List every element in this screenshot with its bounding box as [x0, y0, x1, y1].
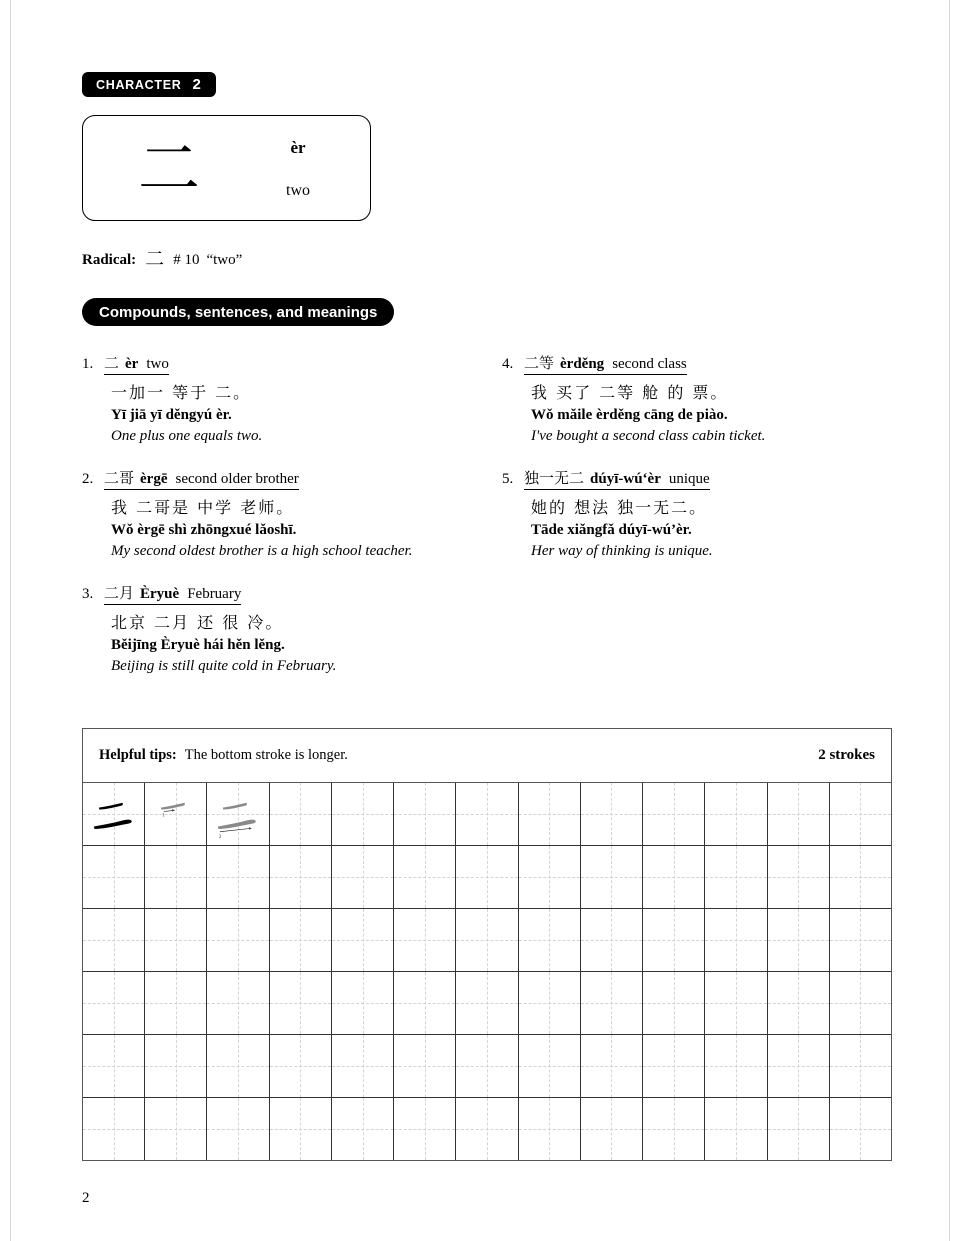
sentence-chinese: 北京 二月 还 很 冷。 — [111, 613, 284, 632]
character-badge-label: CHARACTER — [96, 77, 182, 92]
headword-pinyin: dúyī-wú‘èr — [590, 471, 661, 487]
entry-number: 1. — [82, 356, 94, 372]
sentence-chinese: 我 二哥是 中学 老师。 — [111, 498, 295, 517]
entry-headword — [524, 467, 710, 490]
practice-cell[interactable] — [394, 783, 456, 845]
practice-grid — [82, 728, 892, 1161]
practice-cell[interactable] — [830, 909, 891, 971]
practice-cell[interactable] — [768, 972, 830, 1034]
practice-cell[interactable] — [207, 909, 269, 971]
entry-number: 3. — [82, 586, 94, 602]
practice-grid-row — [83, 909, 891, 972]
helpful-tips-label: Helpful tips: — [99, 747, 177, 763]
sentence-chinese: 一加一 等于 二。 — [111, 383, 252, 402]
entry-number: 2. — [82, 471, 94, 487]
headword-english: unique — [668, 471, 710, 487]
practice-cell[interactable] — [768, 783, 830, 845]
practice-cell[interactable] — [145, 1035, 207, 1097]
compound-entry-body — [82, 610, 482, 675]
practice-cell[interactable] — [332, 846, 394, 908]
practice-grid-row — [83, 972, 891, 1035]
practice-cell[interactable] — [270, 972, 332, 1034]
practice-grid-row — [83, 1098, 891, 1160]
entry-headword — [104, 582, 241, 605]
practice-cell[interactable] — [207, 1098, 269, 1160]
compound-entry-body — [82, 380, 482, 445]
model-character-cell[interactable] — [83, 783, 145, 845]
section-header-label: Compounds, sentences, and meanings — [99, 303, 378, 321]
compound-entry-head — [82, 352, 482, 375]
compound-entry — [82, 582, 482, 675]
compound-entry-head — [502, 352, 902, 375]
page-edge-right — [949, 0, 950, 1241]
practice-cell[interactable] — [830, 846, 891, 908]
character-badge — [82, 72, 216, 97]
sentence-pinyin: Wǒ èrgē shì zhōngxué lǎoshī. — [111, 522, 297, 538]
practice-cell[interactable] — [332, 1098, 394, 1160]
compound-entry-body — [502, 495, 902, 560]
practice-cell[interactable] — [705, 846, 767, 908]
practice-cell[interactable] — [643, 972, 705, 1034]
practice-cell[interactable] — [581, 909, 643, 971]
practice-cell[interactable] — [830, 1098, 891, 1160]
practice-cell[interactable] — [705, 783, 767, 845]
practice-cell[interactable] — [394, 1035, 456, 1097]
practice-cell[interactable] — [705, 972, 767, 1034]
practice-cell[interactable] — [456, 909, 518, 971]
practice-cell[interactable] — [705, 1098, 767, 1160]
headword-pinyin: Èryuè — [140, 586, 180, 602]
practice-cell[interactable] — [270, 1035, 332, 1097]
practice-cell[interactable] — [581, 972, 643, 1034]
compound-entry-head — [502, 467, 902, 490]
practice-cell[interactable] — [270, 783, 332, 845]
practice-cell[interactable] — [207, 1035, 269, 1097]
headword-english: two — [146, 356, 169, 372]
headword-chinese: 独一无二 — [524, 469, 585, 487]
practice-cell[interactable] — [332, 909, 394, 971]
headword-pinyin: èrděng — [560, 356, 605, 372]
compound-entry — [502, 352, 902, 445]
practice-cell[interactable] — [332, 1035, 394, 1097]
practice-cell[interactable] — [83, 909, 145, 971]
practice-cell[interactable] — [456, 1098, 518, 1160]
practice-cell[interactable] — [83, 1098, 145, 1160]
character-badge-number: 2 — [192, 76, 201, 93]
practice-cell[interactable] — [145, 972, 207, 1034]
practice-cell[interactable] — [519, 909, 581, 971]
practice-cell[interactable] — [83, 1035, 145, 1097]
practice-cell[interactable] — [830, 783, 891, 845]
sentence-pinyin: Wǒ mǎile èrděng cāng de piào. — [531, 407, 728, 423]
radical-number: # 10 — [173, 252, 200, 268]
practice-cell[interactable] — [581, 1098, 643, 1160]
sentence-english: Her way of thinking is unique. — [531, 543, 713, 559]
sentence-english: Beijing is still quite cold in February. — [111, 658, 337, 674]
practice-cell[interactable] — [270, 1098, 332, 1160]
practice-cell[interactable] — [705, 909, 767, 971]
practice-cell[interactable] — [332, 972, 394, 1034]
practice-cell[interactable] — [519, 783, 581, 845]
sentence-english: One plus one equals two. — [111, 428, 263, 444]
radical-meaning: “two” — [206, 252, 243, 268]
entry-number: 4. — [502, 356, 514, 372]
practice-cell[interactable] — [519, 1098, 581, 1160]
practice-cell[interactable] — [705, 1035, 767, 1097]
headword-chinese: 二哥 — [104, 469, 135, 487]
practice-cell[interactable] — [394, 846, 456, 908]
helpful-tips-row — [83, 729, 891, 783]
practice-cell[interactable] — [83, 972, 145, 1034]
practice-cell[interactable] — [519, 1035, 581, 1097]
practice-cell[interactable] — [643, 909, 705, 971]
compounds-column-right — [502, 352, 902, 582]
practice-cell[interactable] — [643, 1035, 705, 1097]
practice-grid-body — [83, 783, 891, 1160]
character-glyph: 二 — [137, 132, 200, 205]
headword-pinyin: èr — [125, 356, 139, 372]
svg-text:1: 1 — [162, 813, 165, 819]
practice-cell[interactable] — [643, 783, 705, 845]
practice-cell[interactable] — [145, 909, 207, 971]
stroke-order-step-2-cell[interactable] — [207, 783, 269, 845]
headword-english: February — [187, 586, 242, 602]
practice-grid-row — [83, 1035, 891, 1098]
compound-entry-body — [82, 495, 482, 560]
svg-text:2: 2 — [219, 835, 222, 841]
radical-glyph: 二 — [145, 248, 165, 270]
practice-cell[interactable] — [394, 1098, 456, 1160]
section-header — [82, 298, 394, 326]
compound-entry-head — [82, 467, 482, 490]
radical-label: Radical: — [82, 252, 137, 268]
stroke-order-step-1-cell[interactable] — [145, 783, 207, 845]
practice-cell[interactable] — [270, 909, 332, 971]
practice-cell[interactable] — [768, 1035, 830, 1097]
compound-entry-head — [82, 582, 482, 605]
practice-cell[interactable] — [643, 1098, 705, 1160]
sentence-chinese: 她的 想法 独一无二。 — [531, 498, 708, 517]
practice-cell[interactable] — [394, 972, 456, 1034]
practice-cell[interactable] — [394, 909, 456, 971]
practice-cell[interactable] — [581, 783, 643, 845]
sentence-pinyin: Tāde xiǎngfǎ dúyī-wú’èr. — [531, 522, 692, 538]
sentence-chinese: 我 买了 二等 舱 的 票。 — [531, 383, 729, 402]
compound-entry — [502, 467, 902, 560]
practice-cell[interactable] — [456, 972, 518, 1034]
practice-cell[interactable] — [830, 972, 891, 1034]
headword-chinese: 二月 — [104, 584, 135, 602]
practice-cell[interactable] — [456, 846, 518, 908]
practice-cell[interactable] — [768, 846, 830, 908]
headword-pinyin: èrgē — [140, 471, 168, 487]
practice-grid-row — [83, 846, 891, 909]
practice-cell[interactable] — [456, 783, 518, 845]
helpful-tips-text: The bottom stroke is longer. — [184, 747, 348, 763]
headword-english: second class — [612, 356, 687, 372]
practice-cell[interactable] — [207, 846, 269, 908]
compound-entry-body — [502, 380, 902, 445]
practice-cell[interactable] — [270, 846, 332, 908]
sentence-english: My second oldest brother is a high school teacher. — [111, 543, 413, 559]
sentence-pinyin: Běijīng Èryuè hái hěn lěng. — [111, 637, 285, 653]
practice-cell[interactable] — [581, 1035, 643, 1097]
practice-cell[interactable] — [643, 846, 705, 908]
practice-cell[interactable] — [581, 846, 643, 908]
headword-chinese: 二等 — [524, 354, 555, 372]
practice-cell[interactable] — [207, 972, 269, 1034]
character-card — [82, 115, 371, 221]
sentence-pinyin: Yī jiā yī děngyú èr. — [111, 407, 232, 423]
practice-cell[interactable] — [145, 846, 207, 908]
entry-headword — [524, 352, 687, 375]
practice-cell[interactable] — [830, 1035, 891, 1097]
entry-number: 5. — [502, 471, 514, 487]
sentence-english: I've bought a second class cabin ticket. — [531, 428, 766, 444]
page-edge-left — [10, 0, 11, 1241]
character-meaning: two — [286, 182, 310, 199]
practice-cell[interactable] — [768, 909, 830, 971]
headword-english: second older brother — [175, 471, 299, 487]
entry-headword — [104, 467, 299, 490]
practice-cell[interactable] — [83, 846, 145, 908]
practice-cell[interactable] — [145, 1098, 207, 1160]
stroke-count: 2 strokes — [818, 747, 875, 763]
practice-grid-row — [83, 783, 891, 846]
headword-chinese: 二 — [104, 354, 120, 372]
character-pinyin: èr — [290, 138, 306, 157]
radical-line — [82, 243, 242, 270]
compound-entry — [82, 352, 482, 445]
practice-cell[interactable] — [768, 1098, 830, 1160]
practice-cell[interactable] — [519, 846, 581, 908]
compounds-column-left — [82, 352, 482, 697]
compound-entry — [82, 467, 482, 560]
entry-headword — [104, 352, 169, 375]
page-number: 2 — [82, 1190, 90, 1206]
practice-cell[interactable] — [456, 1035, 518, 1097]
practice-cell[interactable] — [332, 783, 394, 845]
practice-cell[interactable] — [519, 972, 581, 1034]
